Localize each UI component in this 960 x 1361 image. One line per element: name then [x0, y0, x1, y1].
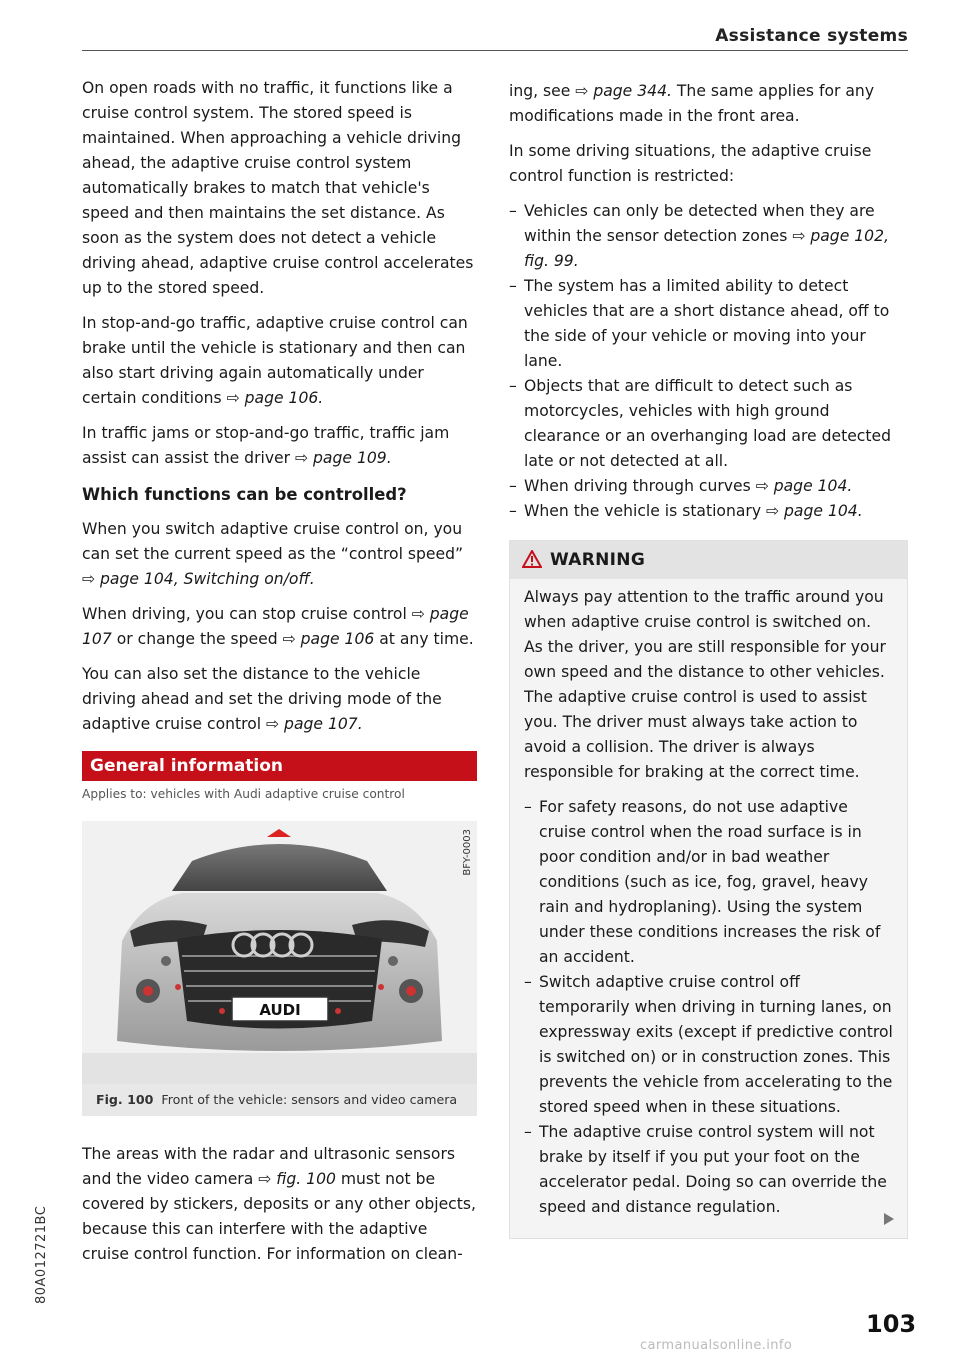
warning-list — [524, 795, 893, 1220]
page-reference[interactable]: ⇨ page 106. — [226, 389, 324, 407]
paragraph-cleaning: ing, see ⇨ page 344. The same applies for any modifications made in the front area. — [509, 82, 875, 125]
paragraph-stop-cruise: When driving, you can stop cruise control ⇨ page 107 or change the speed ⇨ page 106 at any time. — [82, 605, 474, 648]
continue-arrow-icon — [884, 1213, 894, 1225]
paragraph-stop-and-go: In stop-and-go traffic, adaptive cruise control can brake until the vehicle is stationary and then can also start driving again automatically under certain conditions ⇨ page 106. — [82, 314, 468, 407]
page-reference[interactable]: ⇨ page 104. — [766, 502, 863, 520]
warning-header — [510, 541, 907, 579]
paragraph-control-speed: When you switch adaptive cruise control on, you can set the current speed as the “control speed” ⇨ page 104, Switching on/off. — [82, 520, 464, 588]
list-item: – The system has a limited ability to detect vehicles that are a short distance ahead, off to the side of your vehicle or moving into your lane. — [509, 274, 908, 374]
subheading-functions: Which functions can be controlled? — [82, 485, 407, 504]
paragraph-restricted: In some driving situations, the adaptive cruise control function is restricted: — [509, 142, 872, 185]
page-number: 103 — [866, 1310, 917, 1338]
license-plate: AUDI — [259, 1001, 301, 1019]
paragraph-traffic-jam: In traffic jams or stop-and-go traffic, traffic jam assist can assist the driver ⇨ page 109. — [82, 424, 450, 467]
figure-reference[interactable]: ⇨ fig. 100 — [258, 1170, 336, 1188]
page-reference[interactable]: ⇨ page 107. — [266, 715, 363, 733]
figure-caption: Fig. 100 Front of the vehicle: sensors and video camera — [82, 1084, 477, 1116]
list-item: – Objects that are difficult to detect such as motorcycles, vehicles with high ground clearance or an overhanging load are detected late or not detected at all. — [509, 374, 908, 474]
list-item: – For safety reasons, do not use adaptive cruise control when the road surface is in poor condition and/or in bad weather conditions (such as ice, fog, gravel, heavy rain and hydroplaning). Using the system under these conditions increases the risk of an accident. — [524, 795, 893, 970]
restrictions-list — [509, 199, 908, 524]
section-title: General information — [82, 751, 477, 781]
right-column — [509, 79, 908, 1239]
applies-to-note: Applies to: vehicles with Audi adaptive cruise control — [82, 787, 405, 801]
page-reference[interactable]: ⇨ page 109. — [295, 449, 392, 467]
list-item: – When driving through curves ⇨ page 104. — [509, 474, 908, 499]
warning-title: WARNING — [550, 550, 646, 570]
figure-id: BFY-0003 — [462, 829, 473, 876]
page-reference[interactable]: ⇨ page 344. — [575, 82, 672, 100]
paragraph-open-roads: On open roads with no traffic, it functions like a cruise control system. The stored speed is maintained. When approaching a vehicle driving ahead, the adaptive cruise control system automatically brakes to match that vehicle's speed and then maintains the set distance. As soon as the system does not detect a vehicle driving ahead, adaptive cruise control accelerates up to the stored speed. — [82, 79, 474, 297]
list-item: – When the vehicle is stationary ⇨ page 104. — [509, 499, 908, 524]
list-item: – Switch adaptive cruise control off temporarily when driving in turning lanes, on expressway exits (except if predictive control is switched on) or in construction zones. This prevents the vehicle from accelerating to the stored speed when in these situations. — [524, 970, 893, 1120]
header-rule — [82, 50, 908, 51]
page-reference[interactable]: ⇨ page 102, fig. 99. — [524, 227, 889, 270]
list-item: – The adaptive cruise control system will not brake by itself if you put your foot on the accelerator pedal. Doing so can override the speed and distance regulation. — [524, 1120, 893, 1220]
page-reference[interactable]: ⇨ page 106 — [282, 630, 375, 648]
page-reference[interactable]: ⇨ page 104. — [755, 477, 853, 495]
watermark: carmanualsonline.info — [640, 1338, 793, 1353]
page-reference[interactable]: ⇨ page 104, Switching on/off. — [82, 570, 315, 588]
paragraph-sensors: The areas with the radar and ultrasonic sensors and the video camera ⇨ fig. 100 must not be covered by stickers, deposits or any other objects, because this can interfere with the adaptive cruise control function. For information on clean- — [82, 1145, 476, 1263]
page-reference[interactable]: ⇨ page 107 — [82, 605, 469, 648]
figure-car-front — [82, 821, 477, 1084]
left-column — [82, 76, 477, 1277]
warning-box — [509, 540, 908, 1239]
list-item: – Vehicles can only be detected when they are within the sensor detection zones ⇨ page 102, fig. 99. — [509, 199, 908, 274]
paragraph-distance: You can also set the distance to the vehicle driving ahead and set the driving mode of the adaptive cruise control ⇨ page 107. — [82, 665, 442, 733]
warning-intro: Always pay attention to the traffic around you when adaptive cruise control is switched on. As the driver, you are still responsible for your own speed and the distance to other vehicles. The adaptive cruise control is used to assist you. The driver must always take action to avoid a collision. The driver is always responsible for braking at the correct time. — [524, 588, 886, 781]
warning-triangle-icon — [522, 550, 542, 568]
warning-body — [510, 579, 907, 1238]
document-code: 80A012721BC — [34, 1205, 49, 1304]
car-front-illustration — [82, 821, 477, 1084]
running-header: Assistance systems — [715, 26, 908, 46]
